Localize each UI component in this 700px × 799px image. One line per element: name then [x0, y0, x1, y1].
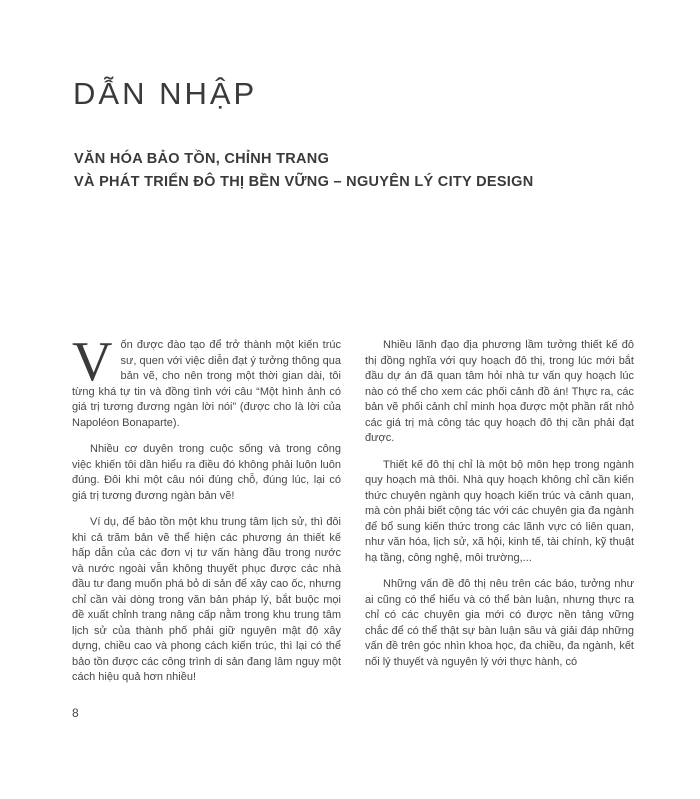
body-paragraph-text: ốn được đào tạo để trở thành một kiến trúc sư, quen với việc diễn đạt ý tưởng thông qua bản vẽ, cho nên trong một thời gian dài, tôi từng khá tự tin và đồng tình với câu “Một hình ảnh có giá trị tương đương ngàn lời nói” (được cho là lời của Napoléon Bonaparte). [72, 339, 341, 429]
page-number: 8 [72, 706, 79, 720]
drop-cap: V [72, 331, 113, 393]
chapter-subtitle-line-1: VĂN HÓA BẢO TỒN, CHỈNH TRANG [74, 151, 330, 167]
chapter-title: DẪN NHẬP [73, 76, 258, 111]
body-paragraph [72, 331, 341, 431]
body-paragraph: Nhiều cơ duyên trong cuộc sống và trong công việc khiến tôi dần hiểu ra điều đó không phải luôn luôn đúng. Đôi khi một câu nói đúng chỗ, đúng lúc, lại có giá trị tương đương ngàn bản vẽ! [72, 443, 341, 502]
right-column [365, 338, 634, 697]
chapter-subtitle-line-2: VÀ PHÁT TRIỂN ĐÔ THỊ BỀN VỮNG – NGUYÊN LÝ CITY DESIGN [74, 174, 534, 190]
chapter-subtitle [74, 148, 534, 194]
body-paragraph: Thiết kế đô thị chỉ là một bộ môn hẹp trong ngành quy hoạch mà thôi. Nhà quy hoạch không chỉ cần kiến thức chuyên ngành quy hoạch kiến trúc và cảnh quan, mà còn phải biết cộng tác với các chuyên gia đa ngành để bổ sung kiến thức trong các lãnh vực có liên quan, như văn hóa, lịch sử, xã hội, kinh tế, tài chính, kỹ thuật hạ tầng, công nghệ, môi trường,... [365, 458, 634, 564]
left-column [72, 331, 341, 697]
body-paragraph: Ví dụ, để bảo tồn một khu trung tâm lịch sử, thì đôi khi cả trăm bản vẽ thể hiện các phương án thiết kế hấp dẫn của các đơn vị tư vấn hàng đầu trong nước và nước ngoài vẫn không thuyết phục được các nhà đầu tư đang muốn phá bỏ di sản để xây cao ốc, nhưng chỉ cần vài dòng trong văn bản pháp lý, bắt buộc mọi đề xuất chỉnh trang nâng cấp nằm trong khu trung tâm lịch sử của thành phố phải giữ nguyên mật độ xây dựng, chiều cao và phong cách kiến trúc, thì lại có thể bảo tồn được các công trình di sản đang lâm nguy một cách hiệu quả hơn nhiều! [72, 516, 341, 683]
body-paragraph: Nhiều lãnh đạo địa phương lầm tưởng thiết kế đô thị đồng nghĩa với quy hoạch đô thị, trong lúc mới bắt đầu dự án đã quan tâm hỏi nhà tư vấn quy hoạch lúc nào có thể cho xem các phối cảnh đồ án! Thực ra, các bản vẽ phối cảnh chỉ minh họa được một phần rất nhỏ các giá trị mà công tác quy hoạch đô thị cần phải đạt được. [365, 339, 634, 444]
body-paragraph: Những vấn đề đô thị nêu trên các báo, tưởng như ai cũng có thể hiểu và có thể bàn luận, nhưng thực ra chỉ có các chuyên gia mới có được nền tảng vững chắc để có thể thật sự bàn luận sâu và giải đáp những vấn đề trên góc nhìn khoa học, đa chiều, đa ngành, kết nối lý thuyết và nguyên lý với thực hành, có [365, 578, 634, 668]
body-columns [72, 331, 634, 697]
